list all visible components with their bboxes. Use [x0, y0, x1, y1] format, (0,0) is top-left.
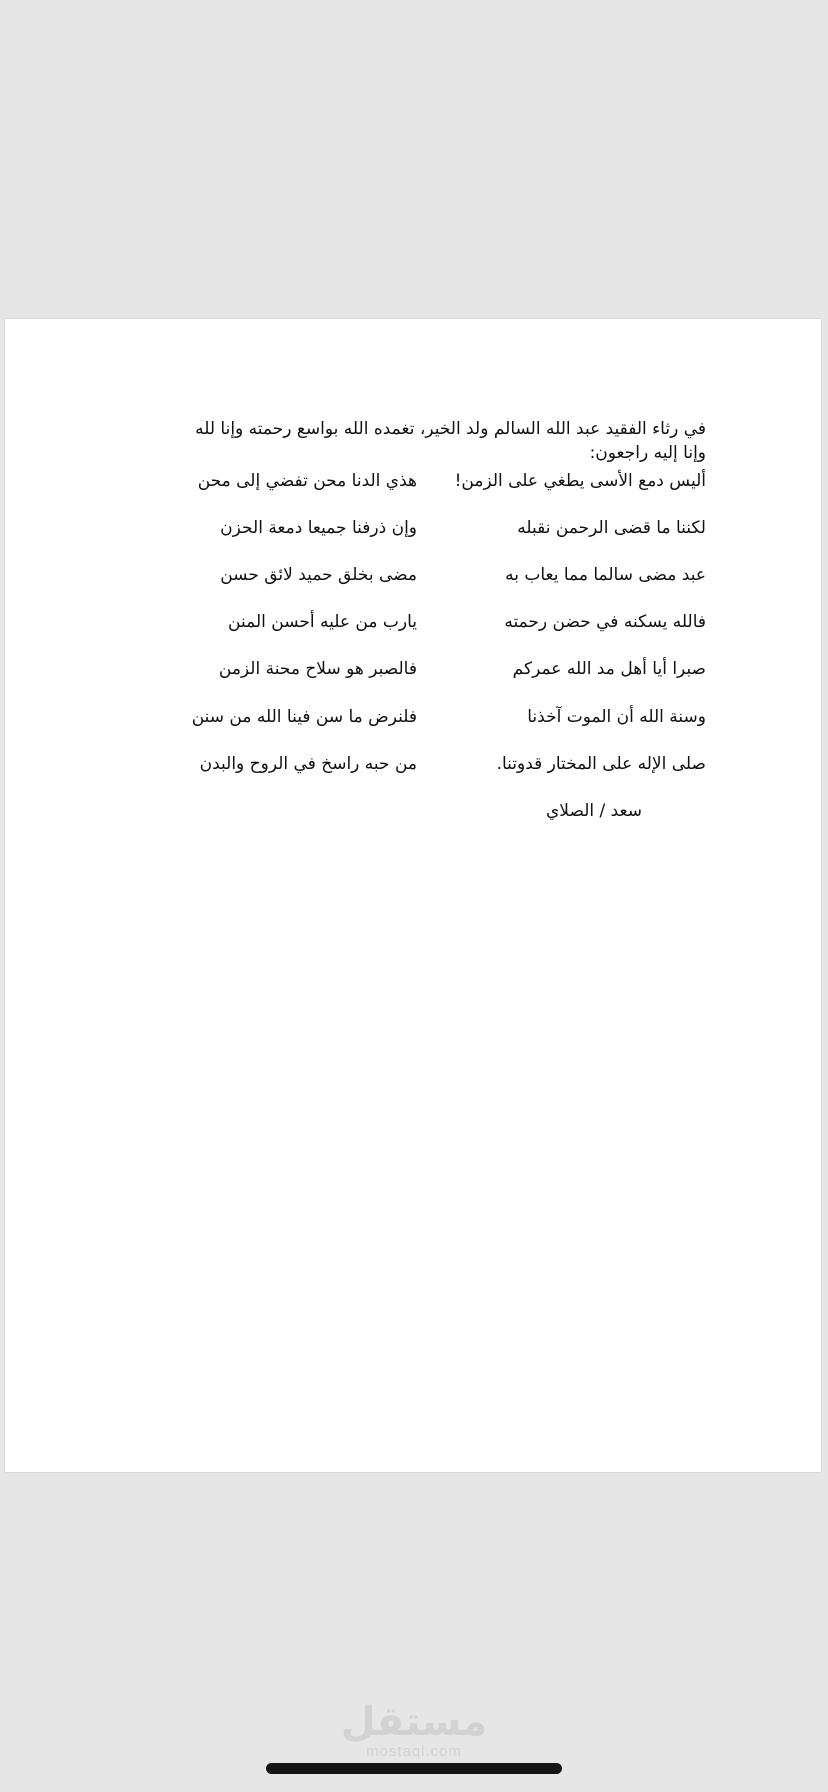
signature: سعد / الصلاي [546, 801, 642, 821]
verse-2-second-half: وإن ذرفنا جميعا دمعة الحزن [220, 518, 417, 538]
verse-5-first-half: صبرا أيا أهل مد الله عمركم [512, 659, 706, 679]
document-page [5, 319, 821, 1472]
mostaql-watermark-logo [0, 1700, 828, 1760]
verse-2-first-half: لكننا ما قضى الرحمن نقبله [517, 518, 706, 538]
verse-7-second-half: من حبه راسخ في الروح والبدن [199, 754, 417, 774]
verse-5-second-half: فالصبر هو سلاح محنة الزمن [218, 659, 417, 679]
verse-3-first-half: عبد مضى سالما مما يعاب به [505, 565, 706, 585]
verse-6-second-half: فلنرض ما سن فينا الله من سنن [191, 707, 417, 727]
verse-7-first-half: صلى الإله على المختار قدوتنا. [496, 754, 706, 774]
verse-1-second-half: هذي الدنا محن تفضي إلى محن [197, 471, 417, 491]
watermark-latin: mostaql.com [365, 1743, 463, 1760]
verse-6-first-half: وسنة الله أن الموت آخذنا [527, 707, 706, 727]
watermark-arabic: مستقل [340, 1699, 488, 1745]
verse-3-second-half: مضى بخلق حميد لائق حسن [220, 565, 417, 585]
intro-text: في رثاء الفقيد عبد الله السالم ولد الخير، تغمده الله بواسع رحمته وإنا لله وإنا إليه راجعون: [195, 419, 706, 463]
home-indicator[interactable] [266, 1763, 562, 1774]
verse-1-first-half: أليس دمع الأسى يطغي على الزمن! [454, 471, 706, 491]
verse-4-first-half: فالله يسكنه في حضن رحمته [504, 612, 706, 632]
verse-4-second-half: يارب من عليه أحسن المنن [228, 612, 417, 632]
